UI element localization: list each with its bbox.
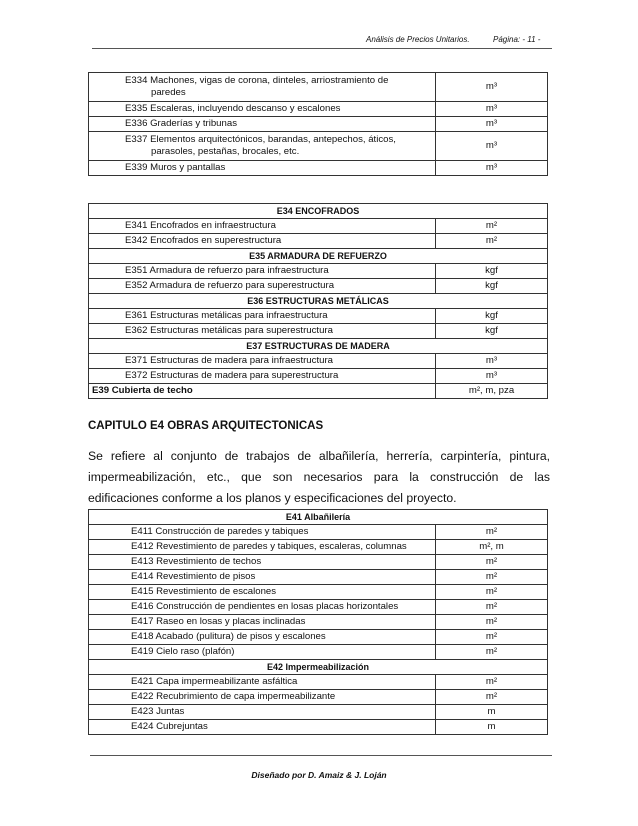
table-row xyxy=(89,555,548,570)
table-row xyxy=(89,384,548,399)
table-row xyxy=(89,161,548,176)
table-row xyxy=(89,540,548,555)
table-cell-desc: E372 Estructuras de madera para superestructura xyxy=(89,369,436,384)
table-row xyxy=(89,675,548,690)
section-row xyxy=(89,660,548,675)
table-cell-unit: kgf xyxy=(436,324,548,339)
row-text-wrap: paredes xyxy=(151,87,186,98)
table-cell-unit: m² xyxy=(436,645,548,660)
table-row xyxy=(89,600,548,615)
table-cell-unit: m² xyxy=(436,675,548,690)
table-cell-desc xyxy=(89,132,436,161)
table-cell-desc: E422 Recubrimiento de capa impermeabilizante xyxy=(89,690,436,705)
table-cell-desc: E361 Estructuras metálicas para infraestructura xyxy=(89,309,436,324)
table-cell-desc: E416 Construcción de pendientes en losas placas horizontales xyxy=(89,600,436,615)
table-cell-desc: E415 Revestimiento de escalones xyxy=(89,585,436,600)
table-row xyxy=(89,324,548,339)
table-cell-desc: E352 Armadura de refuerzo para superestructura xyxy=(89,279,436,294)
table-cell-unit: m³ xyxy=(436,354,548,369)
table-cell-unit: kgf xyxy=(436,309,548,324)
row-text-wrap: parasoles, pestañas, brocales, etc. xyxy=(151,146,300,157)
table-cell-desc: E342 Encofrados en superestructura xyxy=(89,234,436,249)
section-title: E34 ENCOFRADOS xyxy=(89,204,548,219)
table-cell-desc: E339 Muros y pantallas xyxy=(89,161,436,176)
row-text: E334 Machones, vigas de corona, dinteles, arriostramiento de xyxy=(125,75,389,86)
table-row xyxy=(89,525,548,540)
section-title: E42 Impermeabilización xyxy=(89,660,548,675)
table-cell-desc: E418 Acabado (pulitura) de pisos y escalones xyxy=(89,630,436,645)
table-row xyxy=(89,264,548,279)
table-cell-desc: E351 Armadura de refuerzo para infraestructura xyxy=(89,264,436,279)
page-header xyxy=(88,32,548,46)
table-row xyxy=(89,354,548,369)
table-cell-desc: E335 Escaleras, incluyendo descanso y escalones xyxy=(89,102,436,117)
table-row xyxy=(89,369,548,384)
table-cell-unit: m² xyxy=(436,570,548,585)
table-cell-unit: m² xyxy=(436,525,548,540)
table-cell-desc: E414 Revestimiento de pisos xyxy=(89,570,436,585)
section-row xyxy=(89,204,548,219)
table-cell-unit: m², m xyxy=(436,540,548,555)
table-row xyxy=(89,720,548,735)
page-footer: Diseñado por D. Amaiz & J. Loján xyxy=(251,770,387,780)
table-e33-continued xyxy=(88,72,548,176)
table-row xyxy=(89,102,548,117)
section-title: E36 ESTRUCTURAS METÁLICAS xyxy=(89,294,548,309)
table-row xyxy=(89,630,548,645)
table-cell-unit: m² xyxy=(436,219,548,234)
table-cell-unit: m³ xyxy=(436,117,548,132)
table-cell-desc: E341 Encofrados en infraestructura xyxy=(89,219,436,234)
table-row xyxy=(89,645,548,660)
table-cell-desc: E417 Raseo en losas y placas inclinadas xyxy=(89,615,436,630)
section-row xyxy=(89,339,548,354)
table-row xyxy=(89,234,548,249)
table-row xyxy=(89,690,548,705)
header-divider xyxy=(92,48,552,49)
table-cell-desc: E424 Cubrejuntas xyxy=(89,720,436,735)
section-row xyxy=(89,294,548,309)
header-title: Análisis de Precios Unitarios. xyxy=(366,35,470,44)
table-cell-unit: m³ xyxy=(436,369,548,384)
table-cell-unit: m² xyxy=(436,555,548,570)
table-cell-desc: E423 Juntas xyxy=(89,705,436,720)
table-cell-unit: m², m, pza xyxy=(436,384,548,399)
table-e41-e42 xyxy=(88,509,548,735)
table-cell-unit: m² xyxy=(436,630,548,645)
table-cell-unit: m xyxy=(436,720,548,735)
table-row xyxy=(89,615,548,630)
section-title: E35 ARMADURA DE REFUERZO xyxy=(89,249,548,264)
page-number: Página: - 11 - xyxy=(493,35,541,44)
section-title: E41 Albañilería xyxy=(89,510,548,525)
table-cell-desc: E411 Construcción de paredes y tabiques xyxy=(89,525,436,540)
chapter-title: CAPITULO E4 OBRAS ARQUITECTONICAS xyxy=(88,420,324,432)
section-title: E37 ESTRUCTURAS DE MADERA xyxy=(89,339,548,354)
table-cell-unit: m² xyxy=(436,600,548,615)
table-row xyxy=(89,309,548,324)
table-row xyxy=(89,705,548,720)
table-cell-unit: m³ xyxy=(436,73,548,102)
table-cell-unit: m³ xyxy=(436,102,548,117)
table-row xyxy=(89,132,548,161)
table-row xyxy=(89,219,548,234)
section-row xyxy=(89,510,548,525)
row-text: E337 Elementos arquitectónicos, barandas, antepechos, áticos, xyxy=(125,134,396,145)
table-cell-desc: E413 Revestimiento de techos xyxy=(89,555,436,570)
table-cell-desc: E39 Cubierta de techo xyxy=(89,384,436,399)
table-cell-unit: m xyxy=(436,705,548,720)
table-cell-unit: m² xyxy=(436,234,548,249)
table-cell-unit: m² xyxy=(436,615,548,630)
table-cell-desc xyxy=(89,73,436,102)
table-cell-desc: E419 Cielo raso (plafón) xyxy=(89,645,436,660)
table-row xyxy=(89,570,548,585)
footer-divider xyxy=(90,755,552,756)
table-row xyxy=(89,279,548,294)
table-cell-desc: E421 Capa impermeabilizante asfáltica xyxy=(89,675,436,690)
table-cell-desc: E371 Estructuras de madera para infraestructura xyxy=(89,354,436,369)
section-row xyxy=(89,249,548,264)
table-e34-e39 xyxy=(88,203,548,399)
table-cell-desc: E362 Estructuras metálicas para superestructura xyxy=(89,324,436,339)
table-row xyxy=(89,73,548,102)
table-row xyxy=(89,117,548,132)
table-row xyxy=(89,585,548,600)
table-cell-unit: kgf xyxy=(436,264,548,279)
table-cell-unit: m³ xyxy=(436,161,548,176)
table-cell-unit: kgf xyxy=(436,279,548,294)
table-cell-unit: m³ xyxy=(436,132,548,161)
table-cell-unit: m² xyxy=(436,585,548,600)
table-cell-desc: E412 Revestimiento de paredes y tabiques, escaleras, columnas xyxy=(89,540,436,555)
chapter-paragraph: Se refiere al conjunto de trabajos de albañilería, herrería, carpintería, pintura, impermeabilización, etc., que son necesarios para la construcción de las edificaciones conforme a los planos y especificaciones del proyecto. xyxy=(88,449,550,505)
table-cell-unit: m² xyxy=(436,690,548,705)
table-cell-desc: E336 Graderías y tribunas xyxy=(89,117,436,132)
